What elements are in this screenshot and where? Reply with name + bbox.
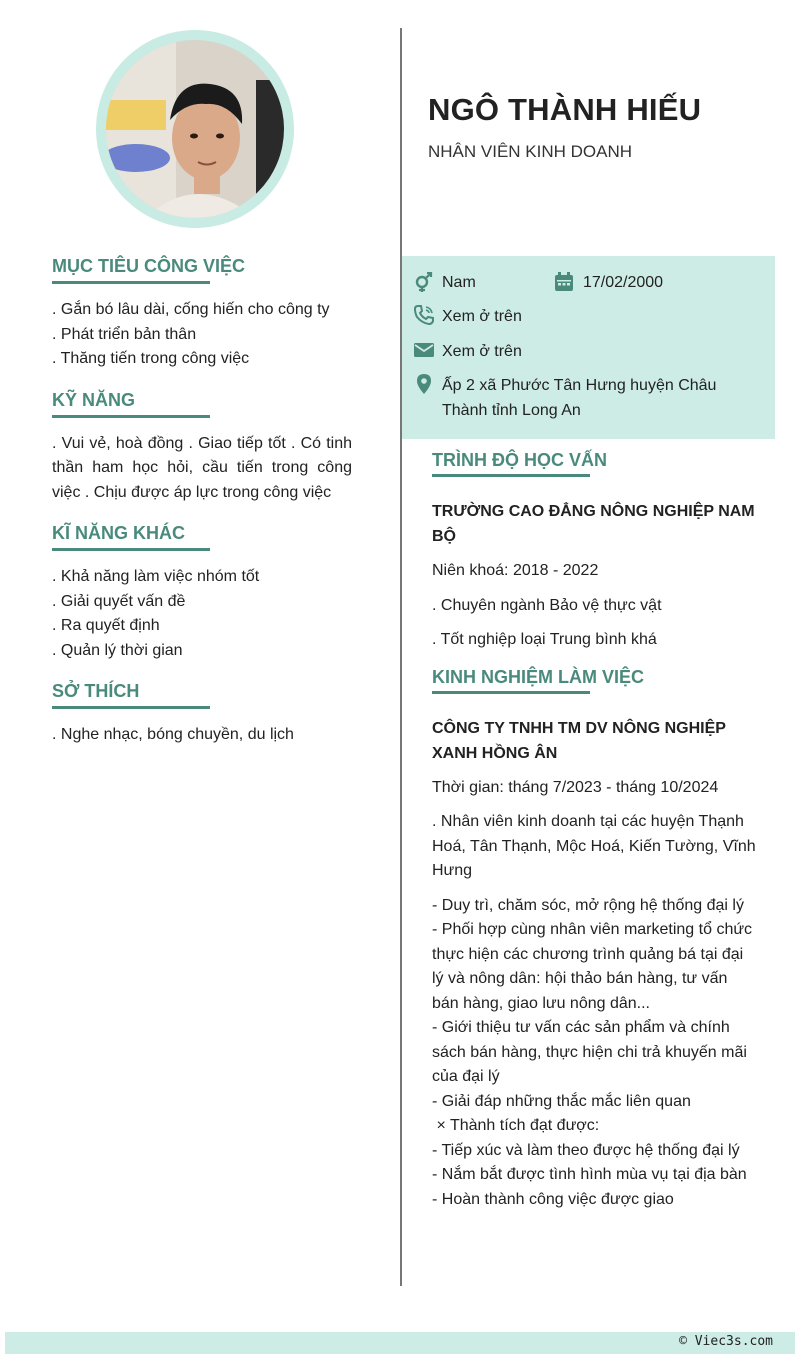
experience-detail-item: × Thành tích đạt được: bbox=[432, 1117, 600, 1134]
education-title: TRÌNH ĐỘ HỌC VẤN bbox=[432, 450, 590, 477]
column-divider bbox=[400, 28, 402, 1286]
contact-panel bbox=[402, 256, 775, 439]
other-skill-item: . Ra quyết định bbox=[52, 617, 160, 634]
education-section bbox=[432, 450, 756, 653]
right-column bbox=[432, 450, 756, 1226]
phone-value: Xem ở trên bbox=[442, 308, 522, 325]
school-name: TRƯỜNG CAO ĐẲNG NÔNG NGHIỆP NAM BỘ bbox=[432, 503, 755, 545]
skills-text: . Vui vẻ, hoà đồng . Giao tiếp tốt . Có tinh thần ham học hỏi, cầu tiến trong công việc . Chịu được áp lực trong công việc bbox=[52, 434, 352, 501]
candidate-role: NHÂN VIÊN KINH DOANH bbox=[428, 142, 633, 161]
gender-value: Nam bbox=[442, 274, 476, 291]
dob-value: 17/02/2000 bbox=[583, 274, 664, 291]
experience-detail-item: - Giải đáp những thắc mắc liên quan bbox=[432, 1092, 691, 1110]
objective-item: . Thăng tiến trong công việc bbox=[52, 350, 250, 367]
education-major: . Chuyên ngành Bảo vệ thực vật bbox=[432, 596, 662, 614]
avatar-frame bbox=[96, 30, 294, 228]
calendar-icon bbox=[554, 272, 574, 292]
gender-icon bbox=[414, 272, 434, 292]
experience-period: Thời gian: tháng 7/2023 - tháng 10/2024 bbox=[432, 778, 719, 796]
experience-detail-item: - Tiếp xúc và làm theo được hệ thống đại lý bbox=[432, 1141, 740, 1159]
other-skill-item: . Quản lý thời gian bbox=[52, 641, 183, 659]
hobbies-section bbox=[52, 681, 352, 748]
skills-section bbox=[52, 390, 352, 506]
left-column bbox=[52, 256, 352, 766]
experience-detail-item: - Nắm bắt được tình hình mùa vụ tại địa bàn bbox=[432, 1166, 747, 1183]
education-years: Niên khoá: 2018 - 2022 bbox=[432, 562, 599, 579]
footer-bar bbox=[5, 1332, 795, 1354]
objective-item: . Phát triển bản thân bbox=[52, 325, 197, 343]
skills-title: KỸ NĂNG bbox=[52, 390, 210, 418]
experience-detail-item: - Hoàn thành công việc được giao bbox=[432, 1190, 674, 1208]
experience-details bbox=[432, 894, 756, 1213]
experience-section bbox=[432, 667, 756, 1213]
objective-title: MỤC TIÊU CÔNG VIỆC bbox=[52, 256, 210, 284]
avatar bbox=[106, 40, 284, 218]
phone-icon bbox=[414, 305, 434, 325]
other-skills-title: KĨ NĂNG KHÁC bbox=[52, 523, 210, 551]
other-skill-item: . Khả năng làm việc nhóm tốt bbox=[52, 568, 260, 585]
company-name: CÔNG TY TNHH TM DV NÔNG NGHIỆP XANH HỒNG ÂN bbox=[432, 719, 726, 762]
experience-detail-item: - Duy trì, chăm sóc, mở rộng hệ thống đại lý bbox=[432, 896, 744, 914]
other-skills-section bbox=[52, 523, 352, 663]
education-grade: . Tốt nghiệp loại Trung bình khá bbox=[432, 631, 657, 648]
experience-detail-item: - Phối hợp cùng nhân viên marketing tổ chức thực hiện các chương trình quảng bá tại đại lý và nông dân: hội thảo bán hàng, tư vấn bán hàng, giao lưu nông dân... bbox=[432, 921, 753, 1012]
objective-section bbox=[52, 256, 352, 372]
hobbies-title: SỞ THÍCH bbox=[52, 681, 210, 709]
experience-title: KINH NGHIỆM LÀM VIỆC bbox=[432, 667, 590, 694]
hobbies-text: . Nghe nhạc, bóng chuyền, du lịch bbox=[52, 726, 294, 743]
other-skill-item: . Giải quyết vấn đề bbox=[52, 592, 186, 610]
footer-copyright: © Viec3s.com bbox=[679, 1334, 773, 1349]
email-icon bbox=[414, 340, 434, 360]
address-value: Ấp 2 xã Phước Tân Hưng huyện Châu Thành tỉnh Long An bbox=[442, 377, 717, 419]
candidate-name: NGÔ THÀNH HIẾU bbox=[428, 92, 702, 127]
experience-detail-item: - Giới thiệu tư vấn các sản phẩm và chính sách bán hàng, thực hiện chi trả khuyến mãi của đại lý bbox=[432, 1019, 747, 1085]
location-icon bbox=[414, 374, 434, 394]
experience-summary: . Nhân viên kinh doanh tại các huyện Thạnh Hoá, Tân Thạnh, Mộc Hoá, Kiến Tường, Vĩnh Hưng bbox=[432, 813, 756, 879]
objective-item: . Gắn bó lâu dài, cống hiến cho công ty bbox=[52, 301, 330, 318]
email-value: Xem ở trên bbox=[442, 343, 522, 360]
